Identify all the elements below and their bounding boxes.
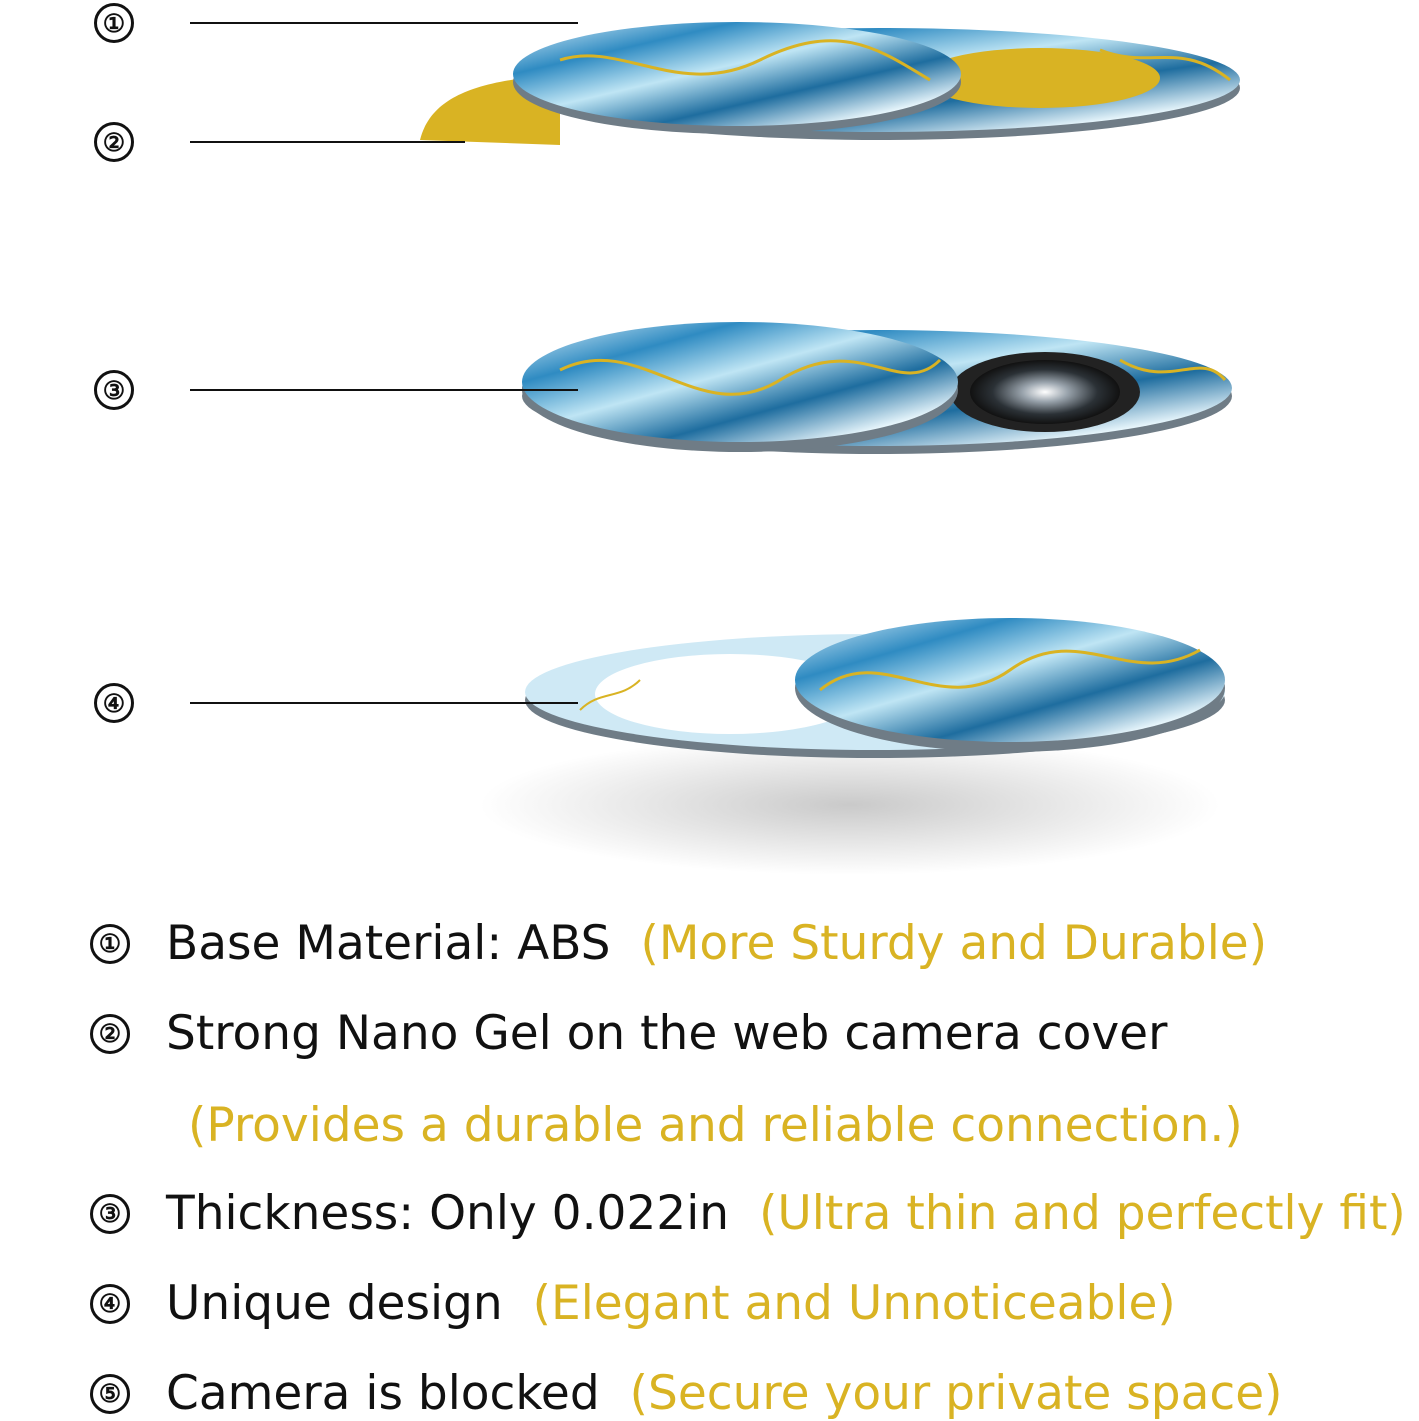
camera-lens-icon xyxy=(970,360,1120,424)
diagram-marker-3: ③ xyxy=(94,370,134,410)
spec-text-5: Camera is blocked xyxy=(166,1366,600,1421)
leader-line-4 xyxy=(190,702,578,704)
spec-text-3: Thickness: Only 0.022in xyxy=(166,1186,730,1241)
spec-marker-5: ⑤ xyxy=(90,1374,130,1414)
spec-note-4: (Elegant and Unnoticeable) xyxy=(532,1276,1176,1331)
spec-text-2: Strong Nano Gel on the web camera cover xyxy=(166,1006,1168,1061)
spec-note-1: (More Sturdy and Durable) xyxy=(640,916,1268,971)
spec-item-3 xyxy=(90,1186,1406,1241)
leader-line-2 xyxy=(190,141,465,143)
slider-plate xyxy=(795,618,1225,742)
spec-item-1 xyxy=(90,916,1268,971)
spec-marker-4: ④ xyxy=(90,1284,130,1324)
spec-text-1: Base Material: ABS xyxy=(166,916,611,971)
spec-item-2 xyxy=(90,1006,1168,1061)
diagram-marker-4: ④ xyxy=(94,683,134,723)
spec-note-5: (Secure your private space) xyxy=(629,1366,1283,1421)
leader-line-3 xyxy=(190,389,578,391)
spec-marker-2: ② xyxy=(90,1014,130,1054)
spec-list xyxy=(0,900,1419,1419)
diagram-marker-2: ② xyxy=(94,122,134,162)
spec-text-4: Unique design xyxy=(166,1276,503,1331)
exploded-view xyxy=(420,22,1240,145)
spec-note-3: (Ultra thin and perfectly fit) xyxy=(759,1186,1406,1241)
slider-plate xyxy=(522,322,958,442)
spec-marker-1: ① xyxy=(90,924,130,964)
spec-item-4 xyxy=(90,1276,1176,1331)
closed-view xyxy=(480,618,1225,875)
leader-line-1 xyxy=(190,22,578,24)
spec-item-5 xyxy=(90,1366,1283,1421)
spec-marker-3: ③ xyxy=(90,1194,130,1234)
slider-plate xyxy=(513,22,961,126)
diagram-marker-1: ① xyxy=(94,3,134,43)
spec-note-2: (Provides a durable and reliable connection.) xyxy=(188,1098,1243,1153)
open-view xyxy=(522,322,1232,454)
